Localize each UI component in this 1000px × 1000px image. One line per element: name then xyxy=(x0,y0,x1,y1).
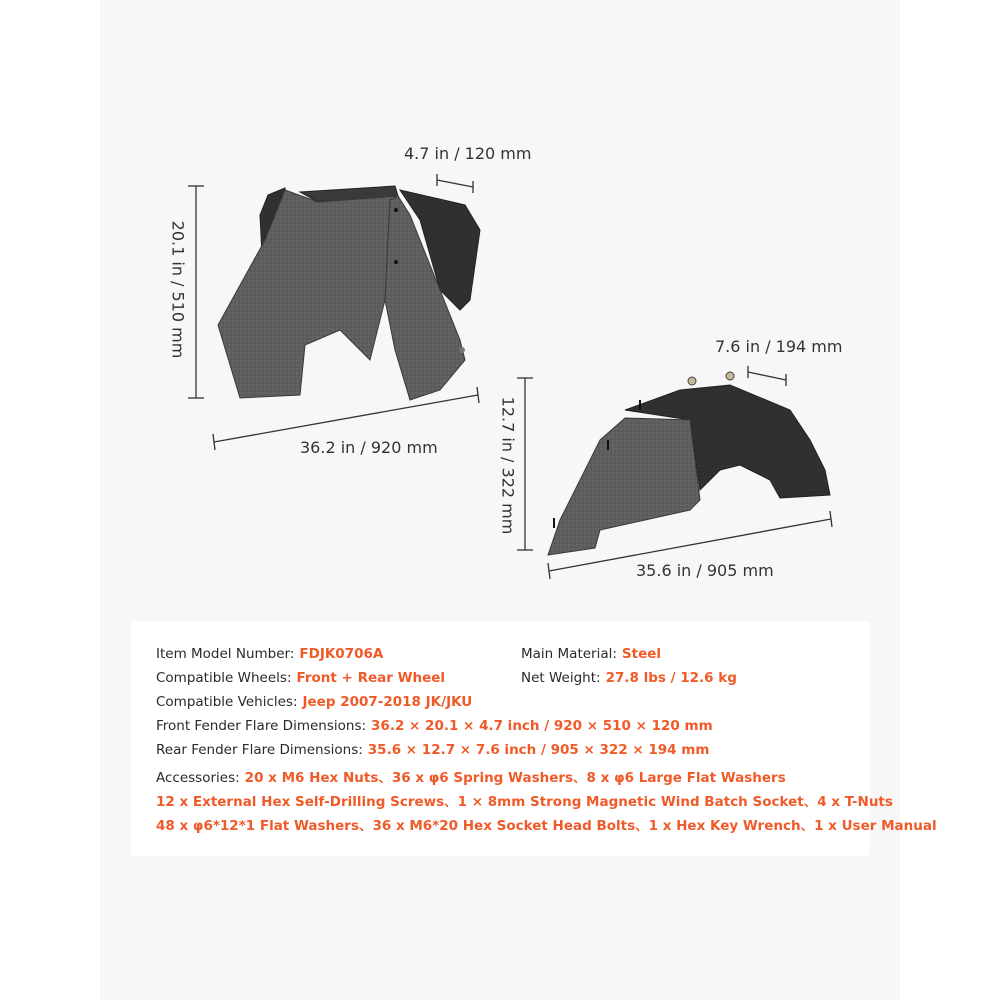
spec-vehicles xyxy=(156,694,472,710)
spec-weight xyxy=(521,670,737,686)
spec-front-dimensions xyxy=(156,718,713,734)
spec-accessories-line2: 12 x External Hex Self-Drilling Screws、1 × 8mm Strong Magnetic Wind Batch Socket、4 x T-Nuts xyxy=(156,794,893,810)
spec-accessories-line3: 48 x φ6*12*1 Flat Washers、36 x M6*20 Hex Socket Head Bolts、1 x Hex Key Wrench、1 x User Manual xyxy=(156,818,937,834)
spec-front-dimensions-label: Front Fender Flare Dimensions: xyxy=(156,718,367,734)
spec-rear-dimensions-value: 35.6 × 12.7 × 7.6 inch / 905 × 322 × 194 mm xyxy=(367,742,710,758)
front-fender-liner xyxy=(218,186,480,400)
spec-model-value: FDJK0706A xyxy=(299,646,384,662)
front-height-label: 20.1 in / 510 mm xyxy=(168,220,188,359)
rear-length-label: 35.6 in / 905 mm xyxy=(636,561,774,580)
spec-wheels xyxy=(156,670,445,686)
spec-card xyxy=(131,621,937,856)
spec-accessories-label: Accessories: xyxy=(156,770,240,786)
spec-front-dimensions-value: 36.2 × 20.1 × 4.7 inch / 920 × 510 × 120 mm xyxy=(371,718,713,734)
spec-weight-value: 27.8 lbs / 12.6 kg xyxy=(605,670,737,686)
rear-depth-label: 7.6 in / 194 mm xyxy=(715,337,843,356)
rear-height-label: 12.7 in / 322 mm xyxy=(498,396,518,535)
spec-accessories-row2 xyxy=(156,790,893,810)
spec-rear-dimensions-label: Rear Fender Flare Dimensions: xyxy=(156,742,363,758)
spec-accessories-line1: 20 x M6 Hex Nuts、36 x φ6 Spring Washers、8 x φ6 Large Flat Washers xyxy=(244,770,786,786)
front-length-label: 36.2 in / 920 mm xyxy=(300,438,438,457)
front-depth-label: 4.7 in / 120 mm xyxy=(404,144,532,163)
spec-model-label: Item Model Number: xyxy=(156,646,295,662)
spec-accessories-row3 xyxy=(156,814,937,834)
spec-material-value: Steel xyxy=(621,646,662,662)
spec-rear-dimensions xyxy=(156,742,709,758)
spec-model xyxy=(156,646,383,662)
spec-weight-label: Net Weight: xyxy=(521,670,601,686)
spec-vehicles-value: Jeep 2007-2018 JK/JKU xyxy=(302,694,473,710)
spec-material xyxy=(521,646,661,662)
spec-wheels-label: Compatible Wheels: xyxy=(156,670,292,686)
spec-accessories xyxy=(156,766,786,786)
spec-material-label: Main Material: xyxy=(521,646,617,662)
spec-vehicles-label: Compatible Vehicles: xyxy=(156,694,298,710)
spec-wheels-value: Front + Rear Wheel xyxy=(296,670,446,686)
